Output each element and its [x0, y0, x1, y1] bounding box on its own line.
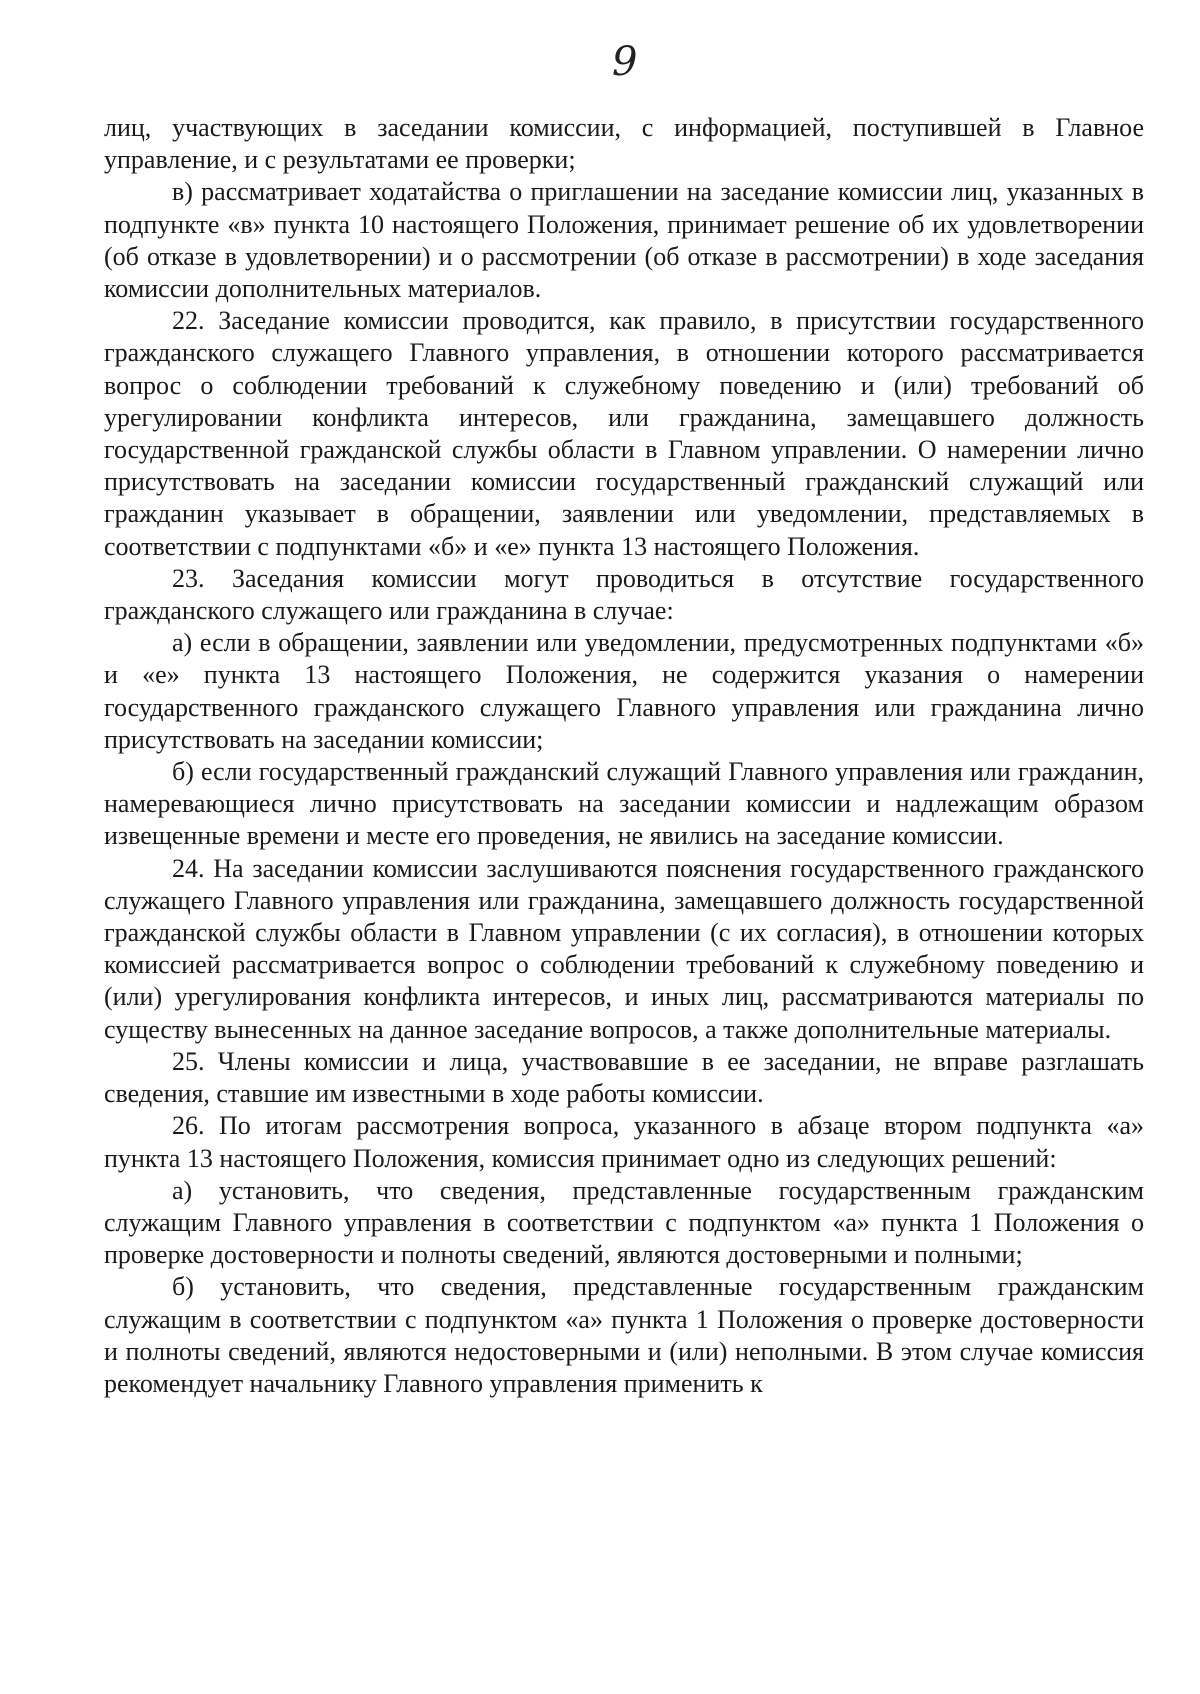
paragraph-23: 23. Заседания комиссии могут проводиться в отсутствие государственного гражданского служащего или гражданина в случае: [104, 563, 1144, 626]
paragraph-23-subitem-b: б) если государственный гражданский служащий Главного управления или гражданин, намеревающиеся лично присутствовать на заседании комиссии и надлежащим образом извещенные времени и месте его проведения, не явились на заседание комиссии. [104, 757, 1144, 851]
paragraph-continuation: лиц, участвующих в заседании комиссии, с информацией, поступившей в Главное управление, и с результатами ее проверки; [104, 113, 1144, 175]
paragraph-24: 24. На заседании комиссии заслушиваются пояснения государственного гражданского служащего Главного управления или гражданина, замещавшего должность государственной гражданской службы области в Главном управлении (с их согласия), в отношении которых комиссией рассматривается вопрос о соблюдении требований к служебному поведению и (или) урегулирования конфликта интересов, и иных лиц, рассматриваются материалы по существу вынесенных на данное заседание вопросов, а также дополнительные материалы. [104, 853, 1144, 1044]
document-body [104, 112, 1144, 1400]
paragraph-22: 22. Заседание комиссии проводится, как правило, в присутствии государственного гражданского служащего Главного управления, в отношении которого рассматривается вопрос о соблюдении требований к служебному поведению и (или) требований об урегулировании конфликта интересов, или гражданина, замещавшего должность государственной гражданской службы области в Главном управлении. О намерении лично присутствовать на заседании комиссии государственный гражданский служащий или гражданин указывает в обращении, заявлении или уведомлении, представляемых в соответствии с подпунктами «б» и «е» пункта 13 настоящего Положения. [104, 306, 1144, 561]
page-number: 9 [612, 39, 638, 85]
paragraph-23-subitem-a: а) если в обращении, заявлении или уведомлении, предусмотренных подпунктами «б» и «е» пункта 13 настоящего Положения, не содержится указания о намерении государственного гражданского служащего Главного управления или гражданина лично присутствовать на заседании комиссии; [104, 628, 1144, 754]
paragraph-subitem-v: в) рассматривает ходатайства о приглашении на заседание комиссии лиц, указанных в подпункте «в» пункта 10 настоящего Положения, принимает решение об их удовлетворении (об отказе в удовлетворении) и о рассмотрении (об отказе в рассмотрении) в ходе заседания комиссии дополнительных материалов. [104, 177, 1144, 304]
paragraph-26: 26. По итогам рассмотрения вопроса, указанного в абзаце втором подпункта «а» пункта 13 настоящего Положения, комиссия принимает одно из следующих решений: [104, 1111, 1144, 1173]
paragraph-26-subitem-a: а) установить, что сведения, представленные государственным гражданским служащим Главного управления в соответствии с подпунктом «а» пункта 1 Положения о проверке достоверности и полноты сведений, являются достоверными и полными; [104, 1175, 1144, 1270]
paragraph-25: 25. Члены комиссии и лица, участвовавшие в ее заседании, не вправе разглашать сведения, ставшие им известными в ходе работы комиссии. [104, 1046, 1144, 1109]
paragraph-26-subitem-b: б) установить, что сведения, представленные государственным гражданским служащим в соответствии с подпунктом «а» пункта 1 Положения о проверке достоверности и полноты сведений, являются недостоверными и (или) неполными. В этом случае комиссия рекомендует начальнику Главного управления применить к [104, 1272, 1144, 1398]
